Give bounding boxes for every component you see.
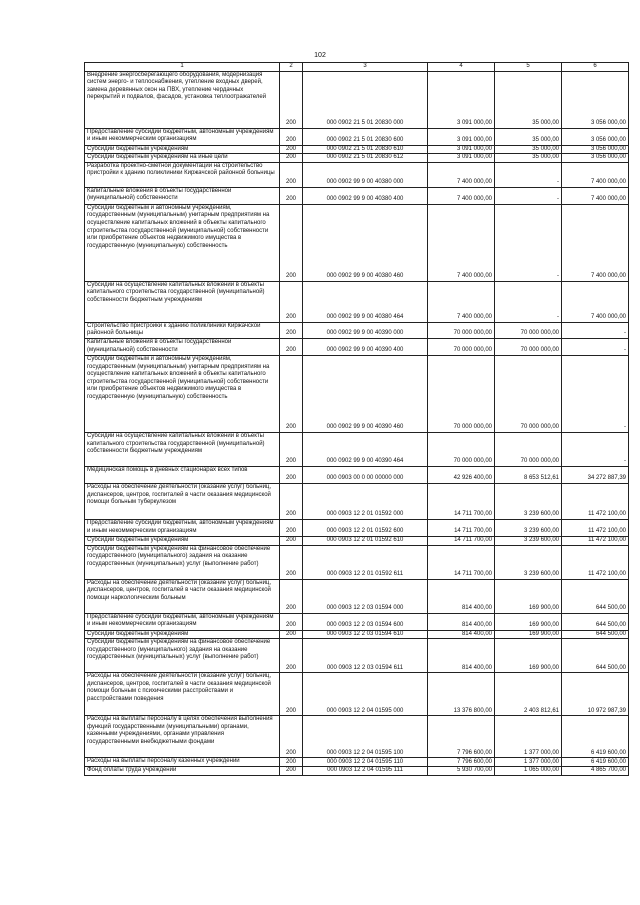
budget-code: 000 0903 12 2 03 01594 600 (303, 613, 428, 630)
budget-code: 000 0903 12 2 04 01595 110 (303, 758, 428, 767)
line-name: Расходы на обеспечение деятельности (оказание услуг) больниц, диспансеров, центров, госпиталей в части оказания медицинской помощи больным с психическими расстройствами и расстройствами поведения (85, 673, 280, 716)
amount-executed: 35 000,00 (495, 71, 562, 128)
amount-remaining: 10 972 987,39 (562, 673, 629, 716)
line-name: Субсидии на осуществление капитальных вложений в объекты капитального строительства государственной (муниципальной) собственности бюджетным учреждениям (85, 281, 280, 322)
table-row (85, 128, 629, 145)
table-row (85, 145, 629, 154)
amount-remaining: 7 400 000,00 (562, 162, 629, 187)
amount-remaining: 644 500,00 (562, 630, 629, 639)
table-header-row (85, 63, 629, 72)
budget-code: 000 0903 12 2 04 01595 000 (303, 673, 428, 716)
amount-approved: 70 000 000,00 (428, 322, 495, 338)
amount-approved: 3 091 000,00 (428, 128, 495, 145)
amount-approved: 7 400 000,00 (428, 162, 495, 187)
column-header-2: 2 (280, 63, 303, 72)
amount-approved: 7 400 000,00 (428, 281, 495, 322)
line-code: 200 (280, 466, 303, 483)
amount-executed: 3 239 600,00 (495, 519, 562, 536)
line-code: 200 (280, 639, 303, 673)
line-code: 200 (280, 536, 303, 545)
budget-code: 000 0903 12 2 03 01594 611 (303, 639, 428, 673)
amount-remaining: 644 500,00 (562, 613, 629, 630)
amount-remaining: 11 472 100,00 (562, 519, 629, 536)
amount-executed: 70 000 000,00 (495, 338, 562, 355)
amount-approved: 14 711 700,00 (428, 545, 495, 579)
amount-remaining: 6 419 600,00 (562, 758, 629, 767)
table-row (85, 71, 629, 128)
line-code: 200 (280, 355, 303, 432)
line-code: 200 (280, 758, 303, 767)
table-row (85, 536, 629, 545)
budget-code: 000 0903 12 2 01 01592 600 (303, 519, 428, 536)
column-header-1: 1 (85, 63, 280, 72)
table-row (85, 204, 629, 281)
amount-remaining: 644 500,00 (562, 639, 629, 673)
amount-executed: - (495, 281, 562, 322)
amount-executed: 70 000 000,00 (495, 432, 562, 466)
line-code: 200 (280, 545, 303, 579)
table-row (85, 162, 629, 187)
line-name: Строительство пристройки к зданию поликлиники Киржачской районной больницы (85, 322, 280, 338)
table-row (85, 466, 629, 483)
amount-executed: 169 900,00 (495, 639, 562, 673)
amount-executed: 1 065 000,00 (495, 767, 562, 776)
line-name: Фонд оплаты труда учреждений (85, 767, 280, 776)
amount-remaining: 11 472 100,00 (562, 536, 629, 545)
budget-code: 000 0903 12 2 04 01595 100 (303, 716, 428, 758)
table-row (85, 338, 629, 355)
line-name: Предоставление субсидий бюджетным, автономным учреждениям и иным некоммерческим организациям (85, 613, 280, 630)
line-code: 200 (280, 187, 303, 204)
table-row (85, 767, 629, 776)
budget-code: 000 0903 12 2 04 01595 111 (303, 767, 428, 776)
line-code: 200 (280, 281, 303, 322)
amount-approved: 7 796 600,00 (428, 758, 495, 767)
amount-executed: 3 239 600,00 (495, 536, 562, 545)
amount-executed: - (495, 204, 562, 281)
amount-approved: 3 091 000,00 (428, 145, 495, 154)
table-row (85, 281, 629, 322)
table-row (85, 579, 629, 613)
amount-approved: 7 796 600,00 (428, 716, 495, 758)
amount-executed: 169 900,00 (495, 579, 562, 613)
budget-code: 000 0902 21 5 01 20830 610 (303, 145, 428, 154)
amount-executed: 169 900,00 (495, 630, 562, 639)
line-name: Субсидии бюджетным и автономным учреждениям, государственным (муниципальным) унитарным предприятиям на осуществление капитальных вложений в объекты капитального строительства государственной (муниципальной) собственности или приобретение объектов недвижимого имущества в государственную (муниципальную) собственность (85, 355, 280, 432)
line-code: 200 (280, 673, 303, 716)
line-name: Предоставление субсидий бюджетным, автономным учреждениям и иным некоммерческим организациям (85, 128, 280, 145)
table-row (85, 154, 629, 163)
line-code: 200 (280, 338, 303, 355)
budget-code: 000 0903 12 2 03 01594 000 (303, 579, 428, 613)
budget-code: 000 0902 99 9 00 40380 460 (303, 204, 428, 281)
amount-remaining: 7 400 000,00 (562, 281, 629, 322)
line-code: 200 (280, 128, 303, 145)
budget-code: 000 0902 99 9 00 40380 464 (303, 281, 428, 322)
amount-remaining: 3 056 000,00 (562, 71, 629, 128)
amount-remaining: - (562, 355, 629, 432)
table-row (85, 545, 629, 579)
amount-executed: - (495, 162, 562, 187)
table-row (85, 187, 629, 204)
amount-executed: - (495, 187, 562, 204)
line-code: 200 (280, 630, 303, 639)
amount-remaining: 11 472 100,00 (562, 545, 629, 579)
budget-code: 000 0903 12 2 01 01592 610 (303, 536, 428, 545)
line-name: Предоставление субсидий бюджетным, автономным учреждениям и иным некоммерческим организациям (85, 519, 280, 536)
line-name: Капитальные вложения в объекты государственной (муниципальной) собственности (85, 187, 280, 204)
budget-code: 000 0902 99 9 00 40390 400 (303, 338, 428, 355)
budget-code: 000 0903 12 2 01 01592 611 (303, 545, 428, 579)
amount-executed: 3 239 600,00 (495, 545, 562, 579)
line-name: Расходы на обеспечение деятельности (оказание услуг) больниц, диспансеров, центров, госпиталей в части оказания медицинской помощи наркологическим больным (85, 579, 280, 613)
line-code: 200 (280, 322, 303, 338)
table-row (85, 716, 629, 758)
line-code: 200 (280, 767, 303, 776)
line-code: 200 (280, 71, 303, 128)
table-row (85, 758, 629, 767)
table-row (85, 519, 629, 536)
budget-table (84, 62, 629, 776)
budget-code: 000 0902 99 9 00 40390 460 (303, 355, 428, 432)
budget-code: 000 0902 99 9 00 40380 000 (303, 162, 428, 187)
amount-remaining: 34 272 887,39 (562, 466, 629, 483)
amount-remaining: 3 056 000,00 (562, 128, 629, 145)
budget-code: 000 0903 12 2 01 01592 000 (303, 483, 428, 519)
line-name: Субсидии бюджетным учреждениям на иные цели (85, 154, 280, 163)
table-row (85, 613, 629, 630)
amount-remaining: 7 400 000,00 (562, 204, 629, 281)
budget-code: 000 0902 21 5 01 20830 600 (303, 128, 428, 145)
column-header-6: 6 (562, 63, 629, 72)
amount-approved: 70 000 000,00 (428, 432, 495, 466)
amount-approved: 14 711 700,00 (428, 536, 495, 545)
amount-executed: 70 000 000,00 (495, 322, 562, 338)
line-code: 200 (280, 145, 303, 154)
line-name: Капитальные вложения в объекты государственной (муниципальной) собственности (85, 338, 280, 355)
amount-remaining: 644 500,00 (562, 579, 629, 613)
amount-approved: 7 400 000,00 (428, 187, 495, 204)
line-code: 200 (280, 579, 303, 613)
line-code: 200 (280, 432, 303, 466)
amount-executed: 2 403 812,61 (495, 673, 562, 716)
amount-approved: 70 000 000,00 (428, 338, 495, 355)
table-row (85, 483, 629, 519)
budget-code: 000 0902 99 9 00 40390 464 (303, 432, 428, 466)
line-name: Разработка проектно-сметной документации на строительство пристройки к зданию поликлиники Киржачской районной больницы (85, 162, 280, 187)
line-code: 200 (280, 162, 303, 187)
line-name: Расходы на обеспечение деятельности (оказание услуг) больниц, диспансеров, центров, госпиталей в части оказания медицинской помощи больным туберкулезом (85, 483, 280, 519)
amount-executed: 169 900,00 (495, 613, 562, 630)
table-row (85, 630, 629, 639)
amount-approved: 42 926 400,00 (428, 466, 495, 483)
budget-code: 000 0902 21 5 01 20830 000 (303, 71, 428, 128)
line-name: Субсидии бюджетным учреждениям на финансовое обеспечение государственного (муниципального) задания на оказание государственных (муниципальных) услуг (выполнение работ) (85, 639, 280, 673)
line-code: 200 (280, 204, 303, 281)
line-name: Расходы на выплаты персоналу казенных учреждений (85, 758, 280, 767)
line-name: Субсидии бюджетным и автономным учреждениям, государственным (муниципальным) унитарным предприятиям на осуществление капитальных вложений в объекты капитального строительства государственной (муниципальной) собственности или приобретение объектов недвижимого имущества в государственную (муниципальную) собственность (85, 204, 280, 281)
amount-approved: 5 930 700,00 (428, 767, 495, 776)
line-name: Субсидии бюджетным учреждениям на финансовое обеспечение государственного (муниципального) задания на оказание государственных (муниципальных) услуг (выполнение работ) (85, 545, 280, 579)
table-row (85, 322, 629, 338)
amount-approved: 814 400,00 (428, 579, 495, 613)
amount-executed: 35 000,00 (495, 145, 562, 154)
line-name: Субсидии бюджетным учреждениям (85, 145, 280, 154)
amount-approved: 70 000 000,00 (428, 355, 495, 432)
amount-remaining: - (562, 338, 629, 355)
amount-approved: 3 091 000,00 (428, 154, 495, 163)
amount-executed: 1 377 000,00 (495, 758, 562, 767)
amount-remaining: 11 472 100,00 (562, 483, 629, 519)
budget-code: 000 0903 00 0 00 00000 000 (303, 466, 428, 483)
amount-approved: 814 400,00 (428, 613, 495, 630)
line-name: Внедрение энергосберегающего оборудования, модернизация систем энерго- и теплоснабжения, утепление входных дверей, замена деревянных окон на ПВХ, утепление чердачных перекрытий и подвалов, фасадов, установка теплоотражателей (85, 71, 280, 128)
amount-executed: 35 000,00 (495, 128, 562, 145)
column-header-3: 3 (303, 63, 428, 72)
amount-executed: 35 000,00 (495, 154, 562, 163)
column-header-4: 4 (428, 63, 495, 72)
amount-approved: 14 711 700,00 (428, 483, 495, 519)
line-code: 200 (280, 154, 303, 163)
table-row (85, 355, 629, 432)
amount-remaining: 7 400 000,00 (562, 187, 629, 204)
amount-remaining: - (562, 322, 629, 338)
line-name: Субсидии бюджетным учреждениям (85, 536, 280, 545)
amount-approved: 7 400 000,00 (428, 204, 495, 281)
page-number: 102 (314, 52, 326, 59)
column-header-5: 5 (495, 63, 562, 72)
amount-approved: 3 091 000,00 (428, 71, 495, 128)
amount-executed: 8 653 512,61 (495, 466, 562, 483)
amount-approved: 814 400,00 (428, 630, 495, 639)
line-name: Расходы на выплаты персоналу в целях обеспечения выполнения функций государственными (муниципальными) органами, казенными учреждениями, органами управления государственными внебюджетными фондами (85, 716, 280, 758)
amount-remaining: - (562, 432, 629, 466)
amount-executed: 3 239 600,00 (495, 483, 562, 519)
amount-remaining: 3 056 000,00 (562, 154, 629, 163)
amount-remaining: 6 419 600,00 (562, 716, 629, 758)
line-name: Субсидии бюджетным учреждениям (85, 630, 280, 639)
line-name: Субсидии на осуществление капитальных вложений в объекты капитального строительства государственной (муниципальной) собственности бюджетным учреждениям (85, 432, 280, 466)
line-name: Медицинская помощь в дневных стационарах всех типов (85, 466, 280, 483)
budget-code: 000 0902 99 9 00 40380 400 (303, 187, 428, 204)
table-row (85, 673, 629, 716)
budget-code: 000 0903 12 2 03 01594 610 (303, 630, 428, 639)
amount-executed: 1 377 000,00 (495, 716, 562, 758)
amount-approved: 14 711 700,00 (428, 519, 495, 536)
line-code: 200 (280, 519, 303, 536)
amount-remaining: 4 865 700,00 (562, 767, 629, 776)
budget-table-body (85, 63, 629, 776)
budget-code: 000 0902 21 5 01 20830 612 (303, 154, 428, 163)
budget-code: 000 0902 99 9 00 40390 000 (303, 322, 428, 338)
amount-remaining: 3 056 000,00 (562, 145, 629, 154)
line-code: 200 (280, 716, 303, 758)
amount-executed: 70 000 000,00 (495, 355, 562, 432)
amount-approved: 13 376 800,00 (428, 673, 495, 716)
table-row (85, 639, 629, 673)
amount-approved: 814 400,00 (428, 639, 495, 673)
table-row (85, 432, 629, 466)
line-code: 200 (280, 613, 303, 630)
line-code: 200 (280, 483, 303, 519)
